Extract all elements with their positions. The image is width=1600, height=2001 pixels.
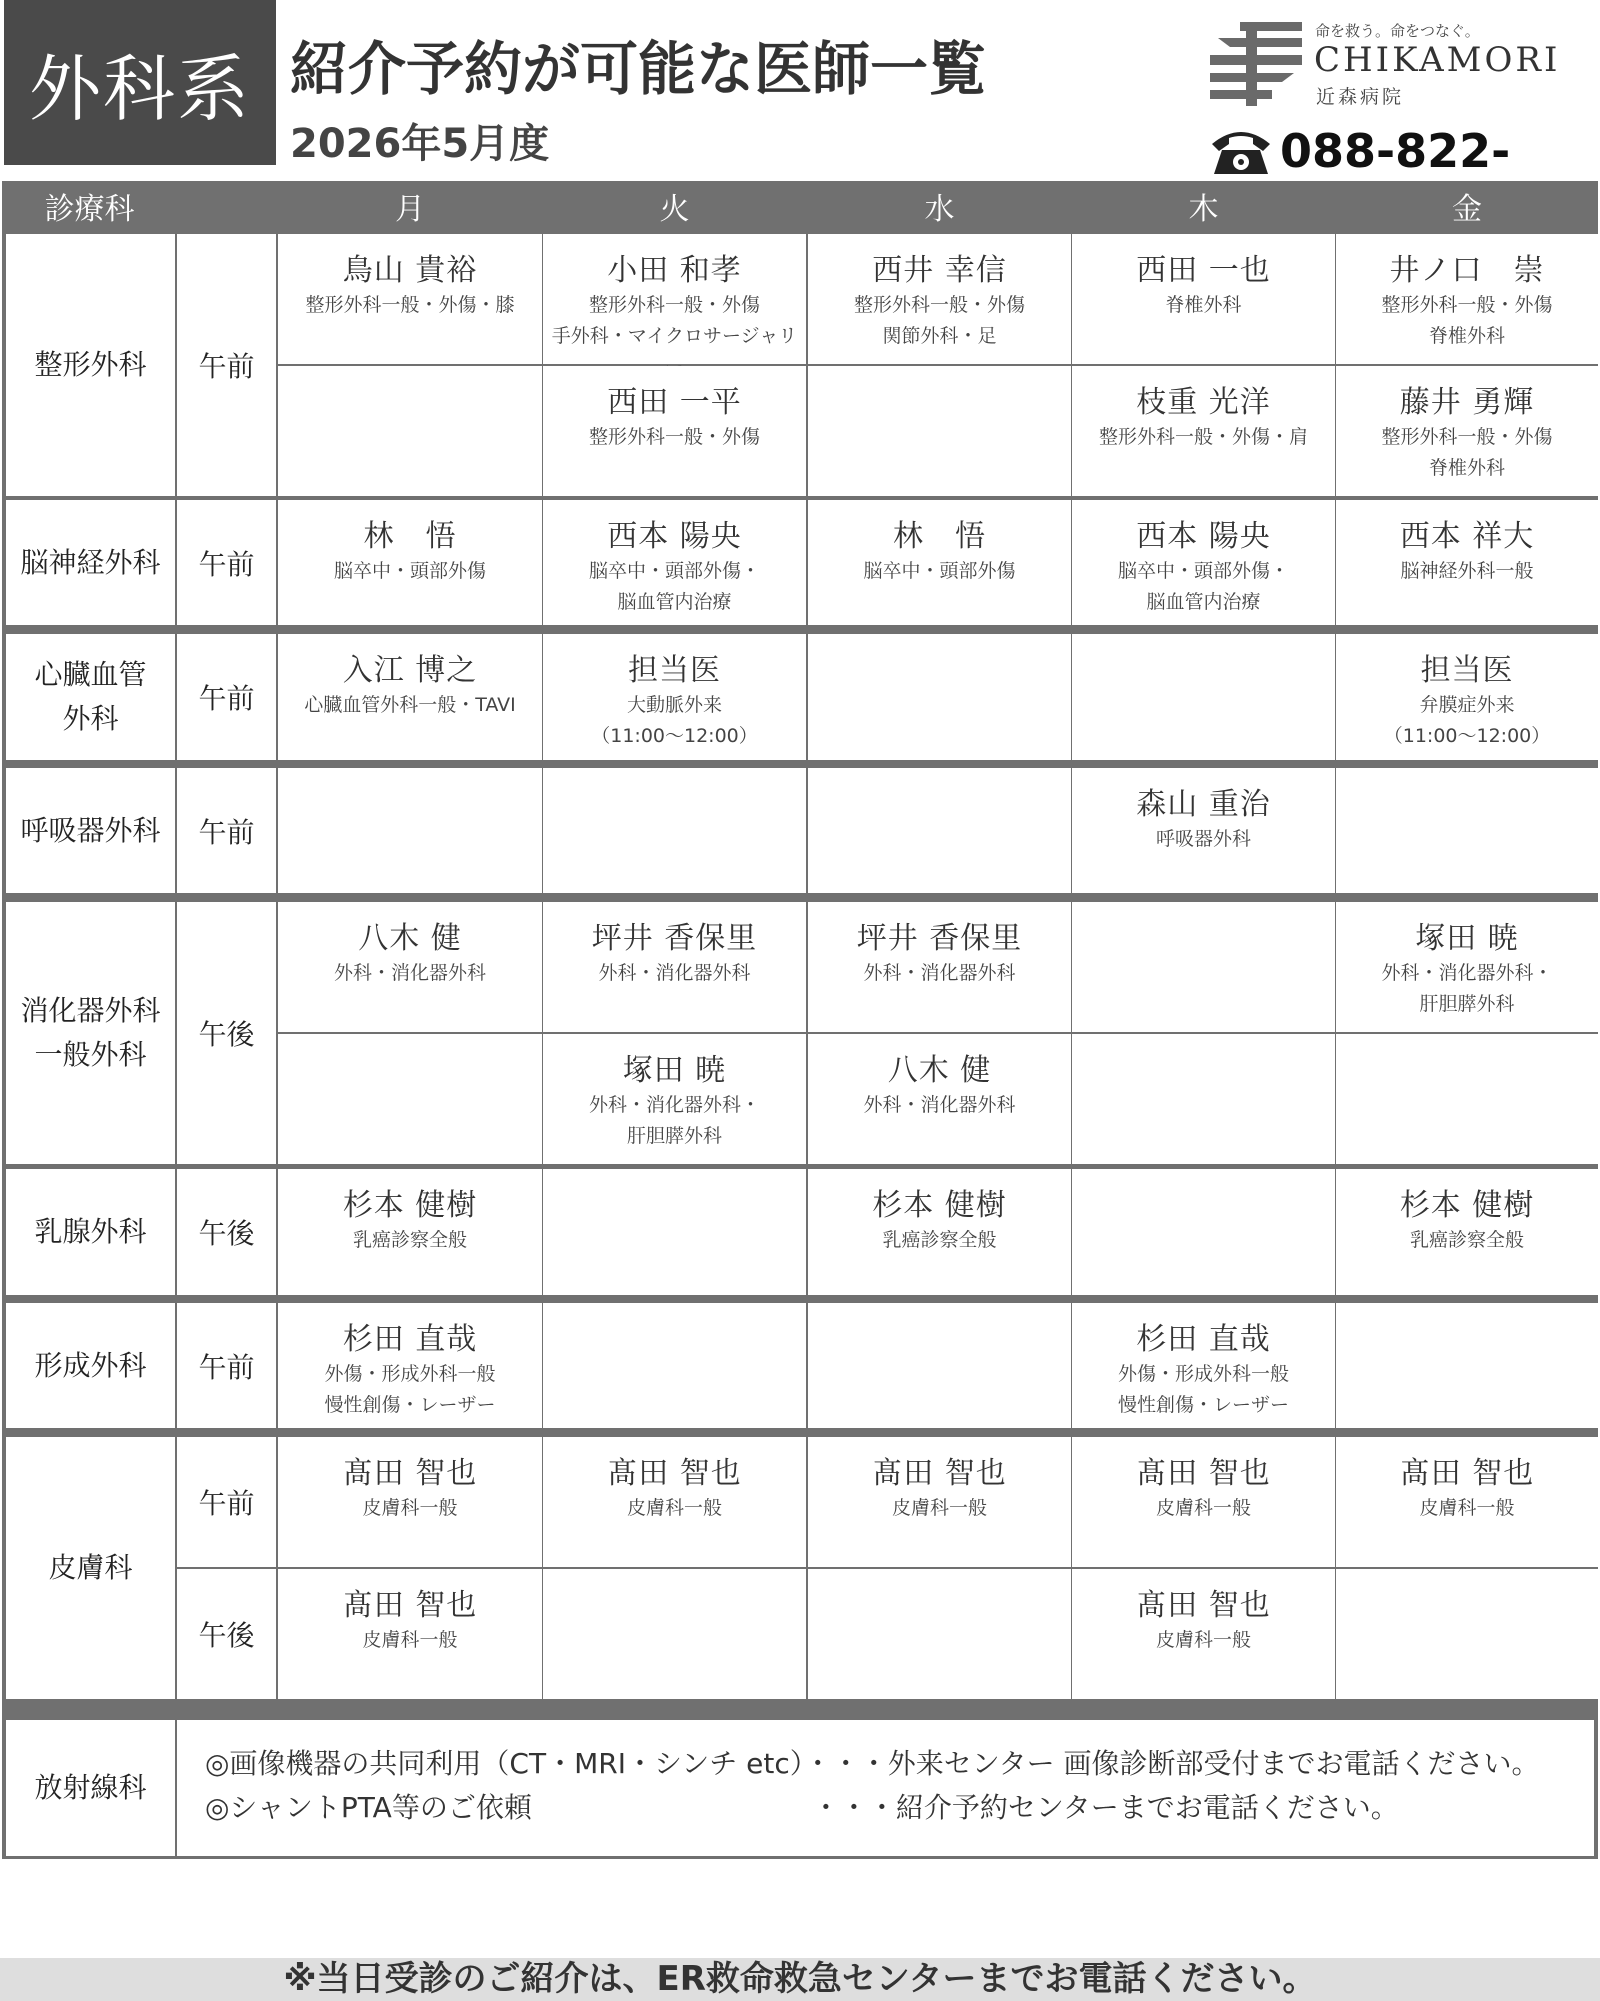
schedule-cell xyxy=(278,1034,542,1164)
schedule-cell xyxy=(1072,1034,1335,1164)
footer-notice-bar xyxy=(0,1958,1600,2001)
schedule-cell xyxy=(278,1303,542,1428)
department-name xyxy=(6,768,175,893)
session-time: 午後 xyxy=(177,1569,276,1699)
doctor-name: 枝重 光洋 xyxy=(1136,385,1271,420)
logo-hospital-name: 近森病院 xyxy=(1316,86,1405,108)
doctor-specialty: 脳卒中・頭部外傷・ xyxy=(588,560,760,582)
schedule-cell xyxy=(278,634,542,760)
doctor-name: 藤井 勇輝 xyxy=(1399,385,1535,420)
schedule-cell xyxy=(278,1437,542,1567)
doctor-specialty: 手外科・マイクロサージャリ xyxy=(551,325,798,347)
schedule-cell xyxy=(543,500,806,625)
doctor-name: 髙田 智也 xyxy=(342,1588,478,1623)
schedule-cell xyxy=(808,500,1071,625)
session-time: 午前 xyxy=(177,1303,276,1428)
schedule-cell xyxy=(543,234,806,364)
schedule-cell xyxy=(1072,634,1335,760)
doctor-specialty: 脊椎外科 xyxy=(1165,294,1242,316)
radiology-note: ◎シャントPTA等のご依頼 ・・・紹介予約センターまでお電話ください。 xyxy=(205,1791,1399,1824)
schedule-cell xyxy=(1072,366,1335,496)
department-name-line: 消化器外科 xyxy=(20,994,161,1027)
doctor-specialty: 整形外科一般・外傷 xyxy=(1381,294,1553,316)
schedule-cell xyxy=(1072,1303,1335,1428)
doctor-name: 坪井 香保里 xyxy=(591,921,758,956)
schedule-cell xyxy=(278,500,542,625)
department-name xyxy=(6,500,175,625)
doctor-specialty: 外科・消化器外科 xyxy=(333,962,486,984)
department-name-line: 呼吸器外科 xyxy=(20,813,161,847)
department-name xyxy=(6,1437,175,1699)
department-name-text xyxy=(34,343,146,387)
logo-tagline: 命を救う。命をつなぐ。 xyxy=(1315,22,1480,40)
schedule-cell xyxy=(808,1437,1071,1567)
doctor-specialty: 弁膜症外来 xyxy=(1419,694,1515,716)
schedule-cell xyxy=(808,1034,1071,1164)
schedule-cell xyxy=(543,1034,806,1164)
schedule-cell xyxy=(808,1169,1071,1295)
schedule-cell xyxy=(1336,500,1598,625)
department-name-text xyxy=(34,1210,146,1254)
doctor-specialty: 整形外科一般・外傷 xyxy=(853,294,1025,316)
logo-mark-icon xyxy=(1210,22,1302,106)
header-day-fri: 金 xyxy=(1452,192,1482,227)
session-time: 午後 xyxy=(177,902,276,1164)
schedule-cell xyxy=(1336,634,1598,760)
doctor-name: 林 悟 xyxy=(893,519,986,554)
doctor-specialty: 外科・消化器外科・ xyxy=(1381,962,1553,984)
page-title: 紹介予約が可能な医師一覧 xyxy=(290,35,987,103)
department-name-text xyxy=(34,653,146,741)
session-time: 午前 xyxy=(177,634,276,760)
schedule-cell xyxy=(1072,234,1335,364)
schedule-cell xyxy=(1336,234,1598,364)
doctor-specialty: 脳血管内治療 xyxy=(617,591,732,613)
doctor-specialty: 外傷・形成外科一般 xyxy=(1117,1363,1289,1385)
doctor-specialty: 脊椎外科 xyxy=(1428,325,1505,347)
department-name-line: 皮膚科 xyxy=(48,1551,133,1584)
doctor-specialty: 大動脈外来 xyxy=(626,694,722,716)
doctor-name: 杉本 健樹 xyxy=(342,1188,478,1223)
doctor-name: 井ノ口 崇 xyxy=(1389,253,1545,288)
doctor-name: 西本 陽央 xyxy=(1136,519,1271,554)
doctor-name: 杉田 直哉 xyxy=(342,1322,478,1357)
department-name-text xyxy=(20,809,160,853)
department-name-line: 一般外科 xyxy=(34,1038,147,1071)
doctor-schedule-table xyxy=(2,181,1598,1859)
doctor-specialty: 乳癌診察全般 xyxy=(882,1229,997,1251)
doctor-specialty: 外科・消化器外科 xyxy=(598,962,751,984)
schedule-cell xyxy=(278,234,542,364)
department-name-line: 乳腺外科 xyxy=(34,1215,147,1248)
department-name-line: 整形外科 xyxy=(34,348,147,381)
doctor-specialty: 慢性創傷・レーザー xyxy=(1117,1394,1289,1416)
doctor-specialty: 皮膚科一般 xyxy=(362,1497,458,1519)
schedule-cell xyxy=(543,634,806,760)
doctor-name: 塚田 暁 xyxy=(1415,921,1519,956)
footer-notice: ※当日受診のご紹介は、ER救命救急センターまでお電話ください。 xyxy=(283,1959,1317,1999)
doctor-specialty: 脳神経外科一般 xyxy=(1400,560,1534,582)
doctor-name: 髙田 智也 xyxy=(872,1456,1007,1491)
schedule-cell xyxy=(808,1303,1071,1428)
doctor-specialty: 整形外科一般・外傷・肩 xyxy=(1098,426,1308,448)
header-day-wed: 水 xyxy=(924,192,955,227)
doctor-specialty: 外科・消化器外科・ xyxy=(588,1094,760,1116)
schedule-cell xyxy=(543,902,806,1032)
doctor-specialty: 整形外科一般・外傷 xyxy=(588,294,760,316)
schedule-cell xyxy=(543,1169,806,1295)
doctor-specialty: 外科・消化器外科 xyxy=(863,1094,1016,1116)
schedule-cell xyxy=(1336,1303,1598,1428)
doctor-specialty: 慢性創傷・レーザー xyxy=(324,1394,496,1416)
department-name-text xyxy=(20,541,160,585)
schedule-cell xyxy=(808,1569,1071,1699)
doctor-name: 担当医 xyxy=(1420,653,1514,688)
schedule-cell xyxy=(543,1569,806,1699)
schedule-cell xyxy=(1336,1169,1598,1295)
department-name-text xyxy=(34,1344,146,1388)
doctor-specialty: 整形外科一般・外傷 xyxy=(1381,426,1553,448)
doctor-name: 担当医 xyxy=(628,653,721,688)
schedule-cell xyxy=(1336,902,1598,1032)
schedule-cell xyxy=(543,1303,806,1428)
doctor-name: 髙田 智也 xyxy=(1136,1456,1271,1491)
schedule-cell xyxy=(278,902,542,1032)
department-name xyxy=(6,1303,175,1428)
phone-contact xyxy=(1208,120,1598,180)
session-time: 午前 xyxy=(177,234,276,496)
phone-number: 088-822- xyxy=(1280,124,1511,178)
doctor-name: 杉田 直哉 xyxy=(1136,1322,1271,1357)
doctor-specialty: 皮膚科一般 xyxy=(891,1497,987,1519)
header-day-mon: 月 xyxy=(395,192,425,227)
header-day-thu: 木 xyxy=(1188,192,1219,227)
schedule-cell xyxy=(1336,1437,1598,1567)
doctor-specialty: （11:00～12:00） xyxy=(591,725,758,747)
schedule-cell xyxy=(1072,902,1335,1032)
department-name-line: 脳神経外科 xyxy=(20,545,161,579)
doctor-specialty: 関節外科・足 xyxy=(882,325,997,347)
department-name-text xyxy=(20,989,160,1077)
schedule-cell xyxy=(278,768,542,893)
doctor-name: 髙田 智也 xyxy=(1399,1456,1535,1491)
doctor-name: 小田 和孝 xyxy=(607,253,742,288)
doctor-specialty: 皮膚科一般 xyxy=(626,1497,722,1519)
schedule-cell xyxy=(1072,1437,1335,1567)
doctor-name: 森山 重治 xyxy=(1136,787,1271,822)
hospital-logo xyxy=(1210,20,1570,110)
doctor-specialty: （11:00～12:00） xyxy=(1383,725,1551,747)
doctor-name: 八木 健 xyxy=(887,1053,992,1088)
department-name xyxy=(6,1169,175,1295)
doctor-name: 髙田 智也 xyxy=(607,1456,742,1491)
doctor-specialty: 外傷・形成外科一般 xyxy=(324,1363,496,1385)
doctor-specialty: 外科・消化器外科 xyxy=(863,962,1016,984)
doctor-name: 西田 一也 xyxy=(1136,253,1271,288)
department-name xyxy=(6,234,175,496)
schedule-cell xyxy=(278,1569,542,1699)
page-subtitle: 2026年5月度 xyxy=(290,121,550,167)
doctor-name: 鳥山 貴裕 xyxy=(342,253,478,288)
doctor-name: 八木 健 xyxy=(358,921,462,956)
schedule-cell xyxy=(1072,500,1335,625)
telephone-icon xyxy=(1208,124,1274,176)
header-department: 診療科 xyxy=(44,192,135,227)
doctor-name: 塚田 暁 xyxy=(622,1053,727,1088)
schedule-cell xyxy=(543,1437,806,1567)
schedule-cell xyxy=(808,634,1071,760)
schedule-cell xyxy=(543,366,806,496)
doctor-name: 西井 幸信 xyxy=(872,253,1007,288)
schedule-cell xyxy=(1336,1034,1598,1164)
header-day-tue: 火 xyxy=(659,192,690,227)
schedule-cell xyxy=(1072,768,1335,893)
radiology-note: ◎画像機器の共同利用（CT・MRI・シンチ etc）・・・外来センター 画像診断部受付までお電話ください。 xyxy=(205,1747,1540,1780)
doctor-specialty: 乳癌診察全般 xyxy=(1409,1229,1524,1251)
doctor-name: 髙田 智也 xyxy=(342,1456,478,1491)
session-time: 午前 xyxy=(177,500,276,625)
session-time: 午前 xyxy=(177,768,276,893)
schedule-cell xyxy=(1336,1569,1598,1699)
doctor-specialty: 乳癌診察全般 xyxy=(352,1229,467,1251)
department-name xyxy=(6,634,175,760)
radiology-info xyxy=(177,1720,1594,1856)
department-name-line: 形成外科 xyxy=(34,1348,147,1382)
doctor-name: 入江 博之 xyxy=(342,653,478,688)
department-name xyxy=(6,902,175,1164)
doctor-specialty: 呼吸器外科 xyxy=(1155,828,1251,850)
schedule-cell xyxy=(808,234,1071,364)
department-name-line: 心臓血管 xyxy=(34,658,147,691)
schedule-cell xyxy=(1336,768,1598,893)
doctor-specialty: 脳卒中・頭部外傷 xyxy=(863,560,1016,582)
doctor-specialty: 心臓血管外科一般・TAVI xyxy=(304,694,516,716)
schedule-cell xyxy=(1072,1169,1335,1295)
schedule-cell xyxy=(1072,1569,1335,1699)
session-time: 午後 xyxy=(177,1169,276,1295)
department-name-text xyxy=(48,1546,132,1590)
doctor-name: 杉本 健樹 xyxy=(1399,1188,1535,1223)
doctor-name: 林 悟 xyxy=(363,519,457,554)
session-time: 午前 xyxy=(177,1437,276,1567)
doctor-specialty: 皮膚科一般 xyxy=(362,1629,458,1651)
schedule-cell xyxy=(808,366,1071,496)
doctor-specialty: 脳卒中・頭部外傷 xyxy=(333,560,486,582)
doctor-specialty: 整形外科一般・外傷・膝 xyxy=(305,294,515,316)
schedule-cell xyxy=(1336,366,1598,496)
category-label: 外科系 xyxy=(4,0,276,165)
doctor-name: 坪井 香保里 xyxy=(856,921,1023,956)
doctor-specialty: 皮膚科一般 xyxy=(1155,1629,1251,1651)
doctor-name: 西本 祥大 xyxy=(1399,519,1535,554)
doctor-name: 髙田 智也 xyxy=(1136,1588,1271,1623)
department-name-line: 外科 xyxy=(62,702,119,735)
doctor-specialty: 脊椎外科 xyxy=(1428,457,1505,479)
doctor-specialty: 脳血管内治療 xyxy=(1146,591,1261,613)
doctor-specialty: 脳卒中・頭部外傷・ xyxy=(1117,560,1289,582)
schedule-cell xyxy=(543,768,806,893)
doctor-specialty: 肝胆膵外科 xyxy=(1419,993,1515,1015)
doctor-specialty: 皮膚科一般 xyxy=(1155,1497,1251,1519)
doctor-specialty: 肝胆膵外科 xyxy=(626,1125,722,1147)
logo-name: CHIKAMORI xyxy=(1314,40,1561,80)
doctor-name: 杉本 健樹 xyxy=(872,1188,1007,1223)
schedule-cell xyxy=(278,1169,542,1295)
schedule-cell xyxy=(808,768,1071,893)
doctor-specialty: 整形外科一般・外傷 xyxy=(588,426,760,448)
doctor-name: 西田 一平 xyxy=(607,385,742,420)
schedule-cell xyxy=(278,366,542,496)
doctor-specialty: 皮膚科一般 xyxy=(1419,1497,1515,1519)
department-name: 放射線科 xyxy=(6,1720,175,1856)
doctor-name: 西本 陽央 xyxy=(607,519,742,554)
schedule-cell xyxy=(808,902,1071,1032)
